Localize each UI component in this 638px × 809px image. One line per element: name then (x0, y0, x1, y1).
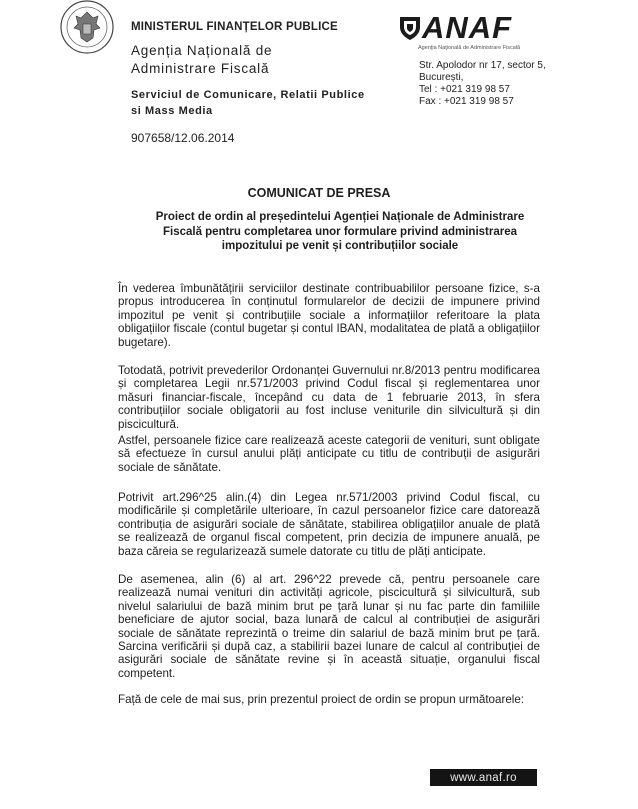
website-footer-link[interactable]: www.anaf.ro (430, 769, 537, 786)
paragraph-6: Față de cele de mai sus, prin prezentul proiect de ordin se propun următoarele: (118, 693, 525, 706)
paragraph-3: Astfel, persoanele fizice care realizează aceste categorii de venituri, sunt obligate să efectueze în cursul anului plăți anticipate cu titlu de contribuții de asigurări sociale de sănătate. (118, 434, 540, 474)
coat-of-arms-seal-icon (60, 0, 114, 54)
agency-name (131, 42, 272, 78)
document-subheading: Proiect de ordin al președintelui Agenției Naționale de Administrare Fiscală pentru completarea unor formulare privind administrarea impozitului pe venit și contribuțiilor sociale (155, 211, 525, 252)
anaf-logo-subtitle: Agenţia Naţională de Administrare Fiscală (418, 45, 521, 51)
anaf-logo (398, 10, 543, 51)
address-fax: Fax : +021 319 98 57 (419, 96, 514, 107)
paragraph-2: Totodată, potrivit prevederilor Ordonanței Guvernului nr.8/2013 pentru modificarea și completarea Legii nr.571/2003 privind Codul fiscal și reglementarea unor măsuri financiar-fiscale, începând cu data de 1 februarie 2013, în sfera contribuțiilor sociale obligatorii au fost incluse veniturile din silvicultură și din piscicultură. (118, 364, 540, 431)
document-heading: COMUNICAT DE PRESA (247, 186, 391, 200)
address-tel: Tel : +021 319 98 57 (419, 84, 510, 95)
service-name (131, 87, 365, 119)
paragraph-4: Potrivit art.296^25 alin.(4) din Legea nr.571/2003 privind Codul fiscal, cu modificările și completările ulterioare, în cazul persoanelor fizice care datorează contribuția de asigurări sociale de sănătate, stabilirea obligațiilor anuale de plată se realizează de organul fiscal competent, prin decizia de impunere anuală, pe baza căreia se regularizează sumele datorate cu titlu de plăți anticipate. (118, 491, 540, 558)
address-street: Str. Apolodor nr 17, sector 5, (419, 60, 546, 71)
address-city: București, (419, 72, 464, 83)
paragraph-5: De asemenea, alin (6) al art. 296^22 prevede că, pentru persoanele care realizează numai venituri din activități agricole, piscicultură și silvicultură, sub nivelul salariului de bază minim brut pe țară lunar și nu fac parte din familiile beneficiare de ajutor social, baza lunară de calcul al contribuției de asigurări sociale de sănătate reprezintă o treime din salariul de bază minim brut pe țară. Sarcina verificării și după caz, a stabilirii bazei lunare de calcul al contribuției de asigurări sociale de sănătate revine și în această situație, organului fiscal competent. (118, 573, 540, 680)
registration-number: 907658/12.06.2014 (131, 131, 235, 145)
anaf-shield-icon (398, 15, 422, 41)
agency-name-line-1: Agenția Națională de (131, 43, 273, 58)
service-name-line-1: Serviciul de Comunicare, Relatii Publice (131, 89, 365, 101)
agency-name-line-2: Administrare Fiscală (131, 61, 270, 76)
anaf-logo-wordmark: ANAF (422, 10, 513, 45)
service-name-line-2: si Mass Media (131, 105, 213, 117)
ministry-name: MINISTERUL FINANȚELOR PUBLICE (131, 21, 338, 33)
paragraph-1: În vederea îmbunătățirii serviciilor destinate contribuabililor persoane fizice, s-a propus introducerea în conținutul formularelor de decizii de impunere privind impozitul pe venit și contribuțiile sociale a informațiilor referitoare la plata obligațiilor fiscale (contul bugetar și contul IBAN, modalitatea de plată a obligațiilor bugetare). (118, 282, 540, 349)
contact-address (419, 60, 546, 108)
